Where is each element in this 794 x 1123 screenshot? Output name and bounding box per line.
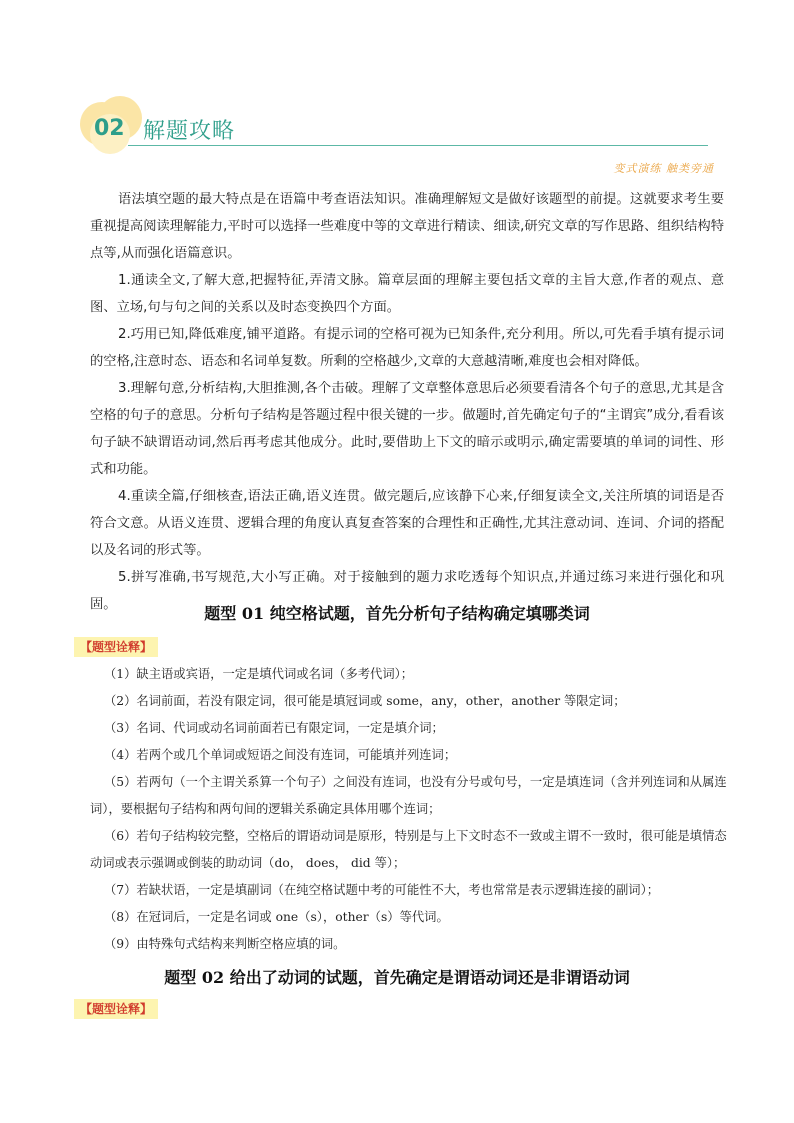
type-explanation-tag: 【题型诠释】 (74, 637, 158, 657)
title-divider (128, 145, 708, 146)
tip-paragraph-2: 2.巧用已知,降低难度,铺平道路。有提示词的空格可视为已知条件,充分利用。所以,可先看手填有提示词的空格,注意时态、语态和名词单复数。所剩的空格越少,文章的大意越清晰,难度也会相对降低。 (90, 327, 724, 369)
tip-paragraph-3: 3.理解句意,分析结构,大胆推测,各个击破。理解了文章整体意思后必须要看清各个句子的意思,尤其是含空格的句子的意思。分析句子结构是答题过程中很关键的一步。做题时,首先确定句子的“主谓宾”成分,看看该句子缺不缺谓语动词,然后再考虑其他成分。此时,要借助上下文的暗示或明示,确定需要填的单词的词性、形式和功能。 (90, 381, 724, 477)
section-title: 解题攻略 (143, 119, 236, 144)
intro-paragraph: 语法填空题的最大特点是在语篇中考查语法知识。准确理解短文是做好该题型的前提。这就要求考生要重视提高阅读理解能力,平时可以选择一些难度中等的文章进行精读、细读,研究文章的写作思路、组织结构特点等,从而强化语篇意识。 (90, 192, 724, 261)
type-explanation-tag: 【题型诠释】 (74, 999, 158, 1019)
rule-item: （4）若两个或几个单词或短语之间没有连词，可能填并列连词； (104, 748, 457, 762)
tip-paragraph-1: 1.通读全文,了解大意,把握特征,弄清文脉。篇章层面的理解主要包括文章的主旨大意,作者的观点、意图、立场,句与句之间的关系以及时态变换四个方面。 (90, 273, 724, 315)
rule-item: （9）由特殊句式结构来判断空格应填的词。 (104, 937, 346, 951)
rule-item: （7）若缺状语，一定是填副词（在纯空格试题中考的可能性不大，考也常常是表示逻辑连接的副词）； (104, 883, 660, 897)
rule-item: （2）名词前面，若没有限定词，很可能是填冠词或 some，any，other，another 等限定词； (104, 694, 626, 708)
rule-item: （6）若句子结构较完整，空格后的谓语动词是原形，特别是与上下文时态不一致或主谓不一致时，很可能是填情态动词或表示强调或倒装的助动词（do， does， did 等）； (90, 829, 727, 870)
rule-item: （1）缺主语或宾语，一定是填代词或名词（多考代词）； (104, 667, 414, 681)
section-subtitle: 变式演练 触类旁通 (613, 162, 714, 175)
question-type-01-heading: 题型 01 纯空格试题，首先分析句子结构确定填哪类词 (204, 604, 590, 623)
tip-paragraph-5: 5.拼写准确,书写规范,大小写正确。对于接触到的题力求吃透每个知识点,并通过练习来进行强化和巩固。 (90, 570, 724, 612)
question-type-02-heading: 题型 02 给出了动词的试题，首先确定是谓语动词还是非谓语动词 (164, 968, 630, 987)
rule-item: （8）在冠词后，一定是名词或 one（s），other（s）等代词。 (104, 910, 449, 924)
badge-number: 02 (94, 116, 125, 141)
rule-item: （5）若两句（一个主谓关系算一个句子）之间没有连词，也没有分号或句号，一定是填连词（含并列连词和从属连词），要根据句子结构和两句间的逻辑关系确定具体用哪个连词； (90, 775, 727, 816)
tip-paragraph-4: 4.重读全篇,仔细核查,语法正确,语义连贯。做完题后,应该静下心来,仔细复读全文,关注所填的词语是否符合文意。从语义连贯、逻辑合理的角度认真复查答案的合理性和正确性,尤其注意动词、连词、介词的搭配以及名词的形式等。 (90, 489, 724, 558)
rule-item: （3）名词、代词或动名词前面若已有限定词，一定是填介词； (104, 721, 444, 735)
